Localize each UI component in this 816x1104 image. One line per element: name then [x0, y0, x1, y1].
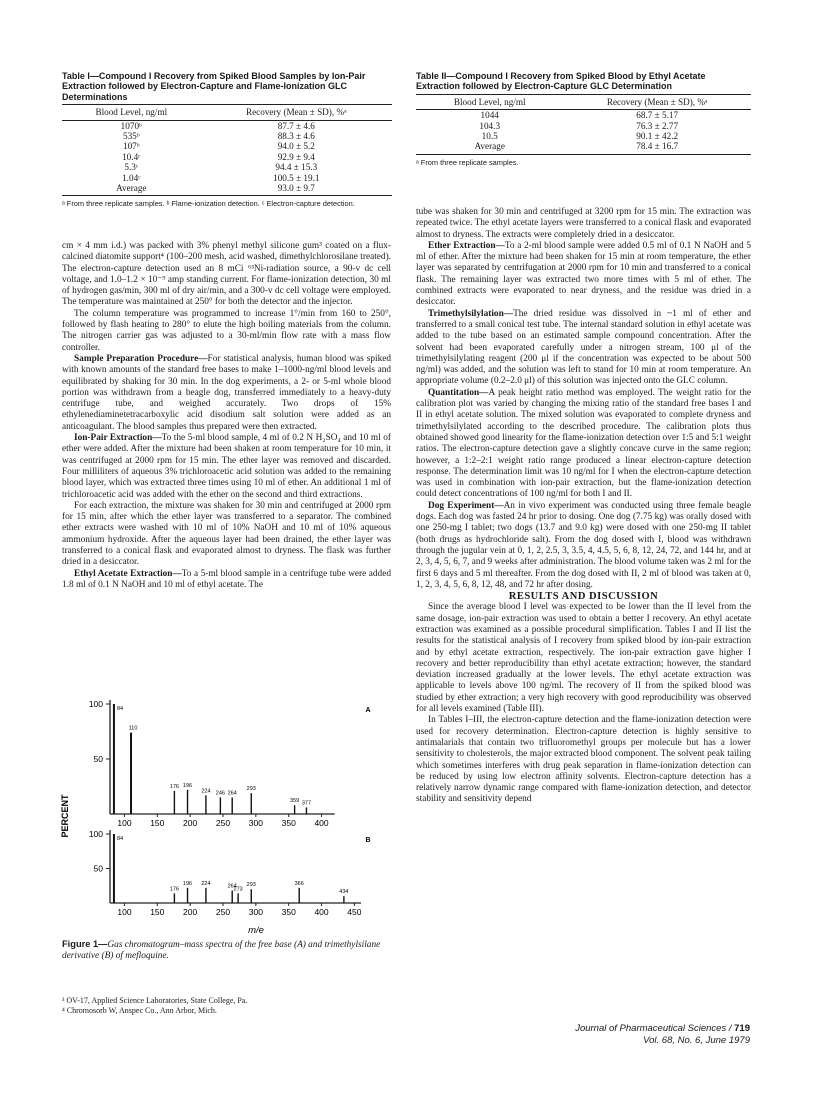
recovery-cell: 88.3 ± 4.6 [277, 131, 315, 142]
peak-label: 84 [116, 836, 124, 842]
table-1 [62, 71, 392, 208]
table-1-header-level: Blood Level, ng/ml [62, 105, 201, 120]
peak-label: 434 [339, 889, 349, 896]
peak-label: 359 [290, 798, 300, 805]
y-tick-label: 100 [88, 829, 103, 839]
table-row [416, 121, 751, 131]
peak-label: 377 [301, 800, 312, 807]
results-paragraph: Since the average blood I level was expected to be lower than the II level from the same dosage, ion-pair extraction was used to obtain a better I recovery. An ethyl acetate extraction was examined as a possible procedural simplification. Tables I and II list the results for the statistical analysis of I recovery from spiked blood by ion-pair extraction and by ethyl acetate extraction, respectively. The ion-pair extraction gave higher I recovery and better reproducibility than ethyl acetate extraction; however, the standard deviation increased gradually at the lower levels. The ethyl acetate extraction was applicable to levels above 100 ng/ml. The recovery of II from the spiked blood was studied by ether extraction; a very high recovery with good reproducibility was observed for all levels examined (Table III). [416, 602, 751, 715]
x-axis-label: m/e [248, 925, 264, 936]
peak-label: 264 [227, 883, 237, 890]
spectrum-panel-a [89, 699, 371, 828]
run-in-heading: Quantitation— [428, 387, 489, 398]
peak-label: 176 [169, 783, 179, 790]
peak-label: 196 [182, 782, 193, 789]
recovery-cell: 100.5 ± 19.1 [273, 172, 320, 183]
x-tick-label: 350 [281, 818, 296, 828]
peak-label: 224 [201, 788, 211, 795]
run-in-heading: Ethyl Acetate Extraction— [74, 568, 182, 579]
recovery-cell: 90.1 ± 42.2 [636, 131, 679, 142]
table-row [62, 183, 392, 196]
x-tick-label: 300 [248, 907, 263, 917]
x-tick-label: 100 [117, 818, 132, 828]
blood-level-cell: 104.3 [479, 120, 501, 131]
recovery-cell: 92.9 ± 9.4 [277, 151, 315, 162]
peak-label: 293 [246, 882, 256, 889]
y-tick-label: 50 [93, 754, 103, 764]
y-tick-label: 100 [88, 699, 103, 709]
x-tick-label: 400 [314, 818, 329, 828]
footnote-4: ⁴ Chromosorb W, Anspec Co., Ann Arbor, Mich. [62, 1005, 217, 1015]
run-in-heading: Ether Extraction— [428, 240, 505, 251]
panel-label: B [365, 837, 371, 844]
results-paragraph: In Tables I–III, the electron-capture detection and the flame-ionization detection were used for recovery determination. Electron-capture detection is highly sensitive to antimalarials that contain two trifluoromethyl groups per molecule but has a lower sensitivity to cholesterols, the major extracted blood component. The solvent peak tailing which sometimes interferes with drug peak separation in flame-ionization detection can be reduced by using low electron affinity solvents. Electron-capture detection has a relatively narrow dynamic range compared with flame-ionization detection, and detector stability and sensitivity depend [416, 715, 751, 805]
table-row [416, 141, 751, 154]
blood-level-cell: 1.04ᶜ [122, 172, 141, 183]
peak-label: 366 [294, 880, 304, 887]
figure-caption-label: Figure 1— [62, 939, 108, 949]
footnotes [62, 996, 392, 1016]
x-tick-label: 200 [183, 907, 198, 917]
x-tick-label: 200 [183, 818, 198, 828]
figure-caption [62, 939, 392, 963]
run-in-heading: Dog Experiment— [428, 500, 504, 511]
table-2-header-level: Blood Level, ng/ml [416, 94, 563, 109]
peak-label: 293 [246, 786, 256, 793]
recovery-cell: 87.7 ± 4.6 [277, 120, 315, 131]
peak-label: 196 [182, 880, 193, 887]
x-tick-label: 400 [314, 907, 329, 917]
blood-level-cell: 107ᵇ [122, 141, 140, 152]
table-2-header-recovery: Recovery (Mean ± SD), %ᵃ [563, 94, 751, 109]
peak-label: 110 [128, 725, 138, 732]
x-tick-label: 250 [215, 907, 231, 917]
peak-label: 273 [233, 886, 243, 893]
x-tick-label: 350 [281, 907, 296, 917]
table-row [416, 110, 751, 121]
x-tick-label: 150 [150, 818, 165, 828]
table-row [62, 173, 392, 183]
recovery-cell: 76.3 ± 2.77 [636, 120, 679, 131]
left-paragraph: For each extraction, the mixture was shaken for 30 min and centrifuged at 2000 rpm for 15 min, after which the ether layer was transferred to a separator. The combined ether extracts were washed with 10 ml of 10% NaOH and 10 ml of 10% aqueous ammonium hydroxide. After the aqueous layer had been drained, the ether layer was transferred to a conical flask and evaporated almost to dryness. The flask was further dried in a desiccator. [62, 500, 391, 568]
table-1-footnote: ᵃ From three replicate samples. ᵇ Flame-ionization detection. ᶜ Electron-capture detection. [62, 199, 355, 209]
table-row [62, 120, 392, 131]
blood-level-cell: 10.5 [481, 131, 498, 142]
recovery-cell: 93.0 ± 9.7 [277, 183, 315, 194]
run-in-heading: Ion-Pair Extraction— [74, 433, 162, 444]
right-column-text [416, 207, 751, 806]
recovery-cell: 94.4 ± 15.3 [275, 162, 318, 173]
left-paragraph: cm × 4 mm i.d.) was packed with 3% phenyl methyl silicone gum³ coated on a flux-calcined diatomite support⁴ (100–200 mesh, acid washed, dimethylchlorosilane treated). The electron-capture detection used an 8 mCi ⁶³Ni-radiation source, a 90-v dc cell voltage, and 1.0–1.2 × 10⁻⁹ amp standing current. For flame-ionization detection, 30 ml of hydrogen gas/min, 300 ml of dry air/min, and a 300-v dc cell voltage were employed. The temperature was maintained at 250° for both the detector and the injector. [62, 241, 391, 308]
x-tick-label: 150 [150, 907, 165, 917]
table-1-header-recovery: Recovery (Mean ± SD), %ᵃ [201, 105, 392, 120]
x-tick-label: 300 [248, 818, 263, 828]
left-column-text [62, 241, 391, 591]
right-paragraph: Trimethylsilylation—The dried residue was dissolved in ~1 ml of ether and transferred to a small conical test tube. The internal standard solution in ethyl acetate was added to the tube based on an estimated sample compound concentration. After the solvent had been evaporated carefully under a nitrogen stream, 100 μl of the trimethylsilylating reagent (200 μl if the concentration was expected to be about 500 ng/ml) was added, and the solution was left to stand for 10 min at room temperature. An appropriate volume (0.2–2.0 μl) of this solution was injected onto the GLC column. [416, 308, 751, 387]
blood-level-cell: 535ᵇ [122, 131, 140, 142]
blood-level-cell: 10.4ᶜ [122, 151, 141, 162]
right-paragraph: Ether Extraction—To a 2-ml blood sample were added 0.5 ml of 0.1 N NaOH and 5 ml of ether. After the mixture had been shaken for 15 min at room temperature, the ether layer was separated by centrifugation at 2000 rpm for 10 min and transferred to a conical flask. The remaining layer was extracted two more times with 5 ml of ether. The combined extracts were evaporated to near dryness, and the residue was dried in a desiccator. [416, 240, 751, 308]
table-2-footnote: ᵃ From three replicate samples. [416, 157, 519, 167]
journal-footer [480, 1023, 750, 1047]
peak-label: 84 [116, 706, 124, 712]
peak-label: 264 [227, 790, 237, 797]
run-in-heading: Sample Preparation Procedure— [74, 353, 208, 364]
left-paragraph: Sample Preparation Procedure—For statistical analysis, human blood was spiked with known amounts of the standard free bases to make 1–1000-ng/ml blood levels and equilibrated by shaking for 30 min. In the dog experiments, a 2- or 5-ml whole blood portion was withdrawn from a beagle dog, transferred immediately to a heavy-duty centrifuge tube, and weighed accurately. Two drops of 15% ethylenediaminetetracarboxylic acid disodium salt solution were added as an anticoagulant. The blood samples thus prepared were then extracted. [62, 353, 391, 432]
peak-label: 176 [169, 886, 179, 893]
table-2 [416, 71, 751, 167]
right-paragraph: Quantitation—A peak height ratio method was employed. The weight ratio for the calibration plot was varied by changing the mixing ratio of the standard free bases I and II in ethyl acetate solution. The mixed solution was evaporated to complete dryness and trimethylsilylated according to the described procedure. The calibration plots thus obtained showed good linearity for the flame-ionization detection over 1:5 and 5:1 weight ratios. The electron-capture detection gave a slightly concave curve in the same region; however, a 1:2–2:1 weight ratio range produced a linear electron-capture detection response. The determination limit was 10 ng/ml for I when the electron-capture detection was used in combination with ion-pair extraction, but the flame-ionization detection could detect concentrations of 100 ng/ml for both I and II. [416, 387, 751, 500]
table-row [62, 162, 392, 172]
run-in-heading: Trimethylsilylation— [428, 308, 514, 319]
x-tick-label: 450 [347, 907, 362, 917]
table-row [416, 131, 751, 141]
results-heading: RESULTS AND DISCUSSION [508, 591, 659, 603]
x-tick-label: 250 [215, 818, 231, 828]
peak-label: 224 [201, 880, 211, 887]
recovery-cell: 94.0 ± 5.2 [277, 141, 315, 152]
table-2-grid [416, 94, 751, 155]
x-tick-label: 100 [117, 907, 132, 917]
right-paragraph: Dog Experiment—An in vivo experiment was conducted using three female beagle dogs. Each dog was fasted 24 hr prior to dosing. One dog (7.75 kg) was orally dosed with one 250-mg I tablet; two dogs (13.7 and 9.0 kg) were dosed with one 250-mg II tablet (both drugs as hydrochloride salt). From the dog dosed with I, blood was withdrawn through the jugular vein at 0, 1, 2, 2.5, 3, 3.5, 4, 4.5, 5, 6, 8, 12, 24, 72, and 144 hr, and at 2, 3, 4, 5, 6, 7, and 9 weeks after administration. The blood volume taken was 2 ml for the first 6 days and 5 ml thereafter. From the dog dosed with II, 2 ml of blood was taken at 0, 1, 2, 3, 4, 5, 6, 8, 12, 48, and 72 hr after dosing. [416, 500, 752, 590]
table-row [62, 152, 392, 162]
left-paragraph: Ethyl Acetate Extraction—To a 5-ml blood sample in a centrifuge tube were added 1.8 ml of 0.1 N NaOH and 10 ml of ethyl acetate. The [62, 568, 391, 590]
blood-level-cell: 5.3ᶜ [124, 162, 139, 173]
mass-spectrum-figure [58, 696, 398, 936]
table-2-caption: Table II—Compound I Recovery from Spiked Blood by Ethyl Acetate Extraction followed by Electron-Capture GLC Determination [416, 71, 706, 92]
blood-level-cell: 1044 [480, 110, 499, 121]
right-paragraph: tube was shaken for 30 min and centrifuged at 3200 rpm for 15 min. The extraction was repeated twice. The ethyl acetate layers were transferred to a conical flask and evaporated almost to dryness. The extracts were completely dried in a desiccator. [416, 207, 751, 240]
y-tick-label: 50 [93, 863, 103, 874]
table-row [62, 141, 392, 151]
blood-level-cell: 1070ᵇ [120, 120, 142, 131]
left-paragraph: Ion-Pair Extraction—To the 5-ml blood sample, 4 ml of 0.2 N H₂SO₄ and 10 ml of ether were added. After the mixture had been shaken at room temperature for 10 min, it was centrifuged at 2000 rpm for 15 min. The ether layer was removed and discarded. Four milliliters of aqueous 3% trichloroacetic acid solution was added to the remaining blood layer, which was extracted three times using 10 ml of ether. An additional 1 ml of trichloroacetic acid was added with the ether on the second and third extractions. [62, 433, 391, 500]
table-row [62, 131, 392, 141]
page-number: 719 [734, 1023, 750, 1034]
recovery-cell: 78.4 ± 16.7 [636, 141, 679, 152]
figure-caption-text: Gas chromatogram–mass spectra of the free base (A) and trimethylsilane derivative (B) of mefloquine. [62, 940, 381, 962]
footnote-3: ³ OV-17, Applied Science Laboratories, State College, Pa. [62, 996, 248, 1005]
left-paragraph: The column temperature was programmed to increase 1°/min from 160 to 250°, followed by flash heating to 280° to elute the high boiling materials from the column. The nitrogen carrier gas was adjusted to a 30-ml/min flow rate with a mass flow controller. [62, 308, 391, 353]
blood-level-cell: Average [116, 183, 147, 194]
table-1-caption: Table I—Compound I Recovery from Spiked Blood Samples by Ion-Pair Extraction followed by Electron-Capture and Flame-Ionization GLC Determinations [62, 71, 366, 102]
spectrum-panel-b [89, 829, 371, 917]
journal-name: Journal of Pharmaceutical Sciences / [575, 1023, 735, 1034]
peak-label: 246 [215, 790, 225, 797]
blood-level-cell: Average [474, 141, 505, 152]
table-1-grid [62, 104, 392, 196]
journal-volume: Vol. 68, No. 6, June 1979 [643, 1035, 750, 1046]
panel-label: A [365, 707, 371, 714]
y-axis-label: PERCENT [60, 794, 70, 838]
recovery-cell: 68.7 ± 5.17 [636, 110, 679, 121]
